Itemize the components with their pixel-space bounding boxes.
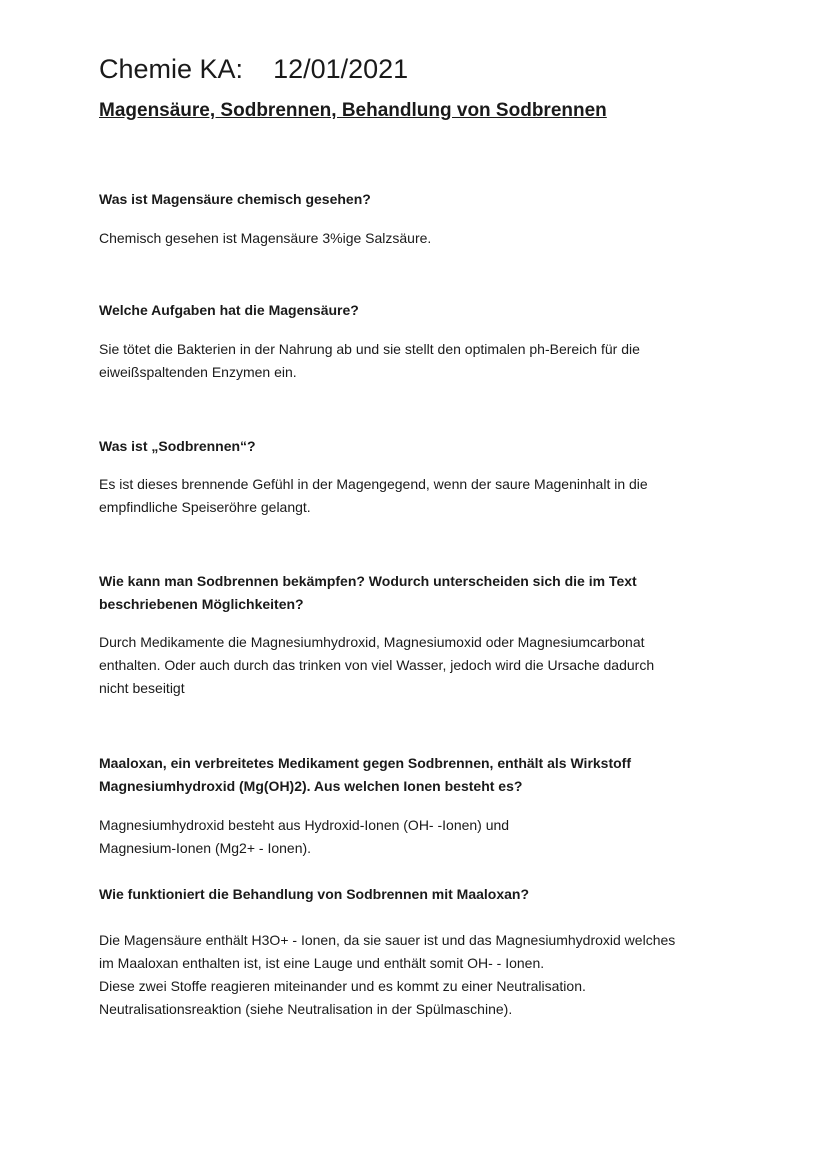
document-page: [99, 52, 739, 1017]
answer-3-line-1: Es ist dieses brennende Gefühl in der Magengegend, wenn der saure Mageninhalt in die: [99, 476, 648, 492]
section-2: [99, 299, 739, 322]
answer-5-line-2: Magnesium-Ionen (Mg2+ - Ionen).: [99, 840, 312, 856]
answer-3-line-2: empfindliche Speiseröhre gelangt.: [99, 499, 311, 515]
title-text: Chemie KA:: [99, 54, 244, 84]
answer-6-line-3: Diese zwei Stoffe reagieren miteinander und es kommt zu einer Neutralisation.: [99, 978, 586, 994]
title-date: 12/01/2021: [273, 54, 409, 84]
answer-4-line-1: Durch Medikamente die Magnesiumhydroxid, Magnesiumoxid oder Magnesiumcarbonat: [99, 634, 645, 650]
answer-1-line-1: Chemisch gesehen ist Magensäure 3%ige Salzsäure.: [99, 230, 432, 246]
answer-5-line-1: Magnesiumhydroxid besteht aus Hydroxid-Ionen (OH- -Ionen) und: [99, 817, 510, 833]
answer-4-line-2: enthalten. Oder auch durch das trinken von viel Wasser, jedoch wird die Ursache dadurch: [99, 657, 655, 673]
document-subtitle: Magensäure, Sodbrennen, Behandlung von Sodbrennen: [99, 100, 607, 121]
answer-1: [99, 227, 739, 250]
answer-3: [99, 473, 739, 519]
answer-4: [99, 631, 739, 700]
answer-6: [99, 929, 739, 1021]
question-2: Welche Aufgaben hat die Magensäure?: [99, 302, 359, 318]
question-5-line-2: Magnesiumhydroxid (Mg(OH)2). Aus welchen Ionen besteht es?: [99, 778, 523, 794]
document-title: [99, 52, 739, 86]
section-6: [99, 883, 739, 906]
question-4-line-1: Wie kann man Sodbrennen bekämpfen? Wodurch unterscheiden sich die im Text: [99, 573, 637, 589]
section-3: [99, 435, 739, 458]
answer-2-line-2: eiweißspaltenden Enzymen ein.: [99, 364, 297, 380]
section-4: [99, 570, 739, 616]
answer-6-line-4: Neutralisationsreaktion (siehe Neutralisation in der Spülmaschine).: [99, 1001, 513, 1017]
answer-4-line-3: nicht beseitigt: [99, 680, 185, 696]
answer-6-line-2: im Maaloxan enthalten ist, ist eine Lauge und enthält somit OH- - Ionen.: [99, 955, 545, 971]
question-1: Was ist Magensäure chemisch gesehen?: [99, 191, 371, 207]
question-5-line-1: Maaloxan, ein verbreitetes Medikament gegen Sodbrennen, enthält als Wirkstoff: [99, 755, 631, 771]
answer-2-line-1: Sie tötet die Bakterien in der Nahrung ab und sie stellt den optimalen ph-Bereich für die: [99, 341, 640, 357]
question-4-line-2: beschriebenen Möglichkeiten?: [99, 596, 304, 612]
answer-6-line-1: Die Magensäure enthält H3O+ - Ionen, da sie sauer ist und das Magnesiumhydroxid welches: [99, 932, 676, 948]
section-1: [99, 188, 739, 211]
section-5: [99, 752, 739, 798]
question-6: Wie funktioniert die Behandlung von Sodbrennen mit Maaloxan?: [99, 886, 530, 902]
question-3: Was ist „Sodbrennen“?: [99, 438, 256, 454]
answer-5: [99, 814, 739, 860]
answer-2: [99, 338, 739, 384]
